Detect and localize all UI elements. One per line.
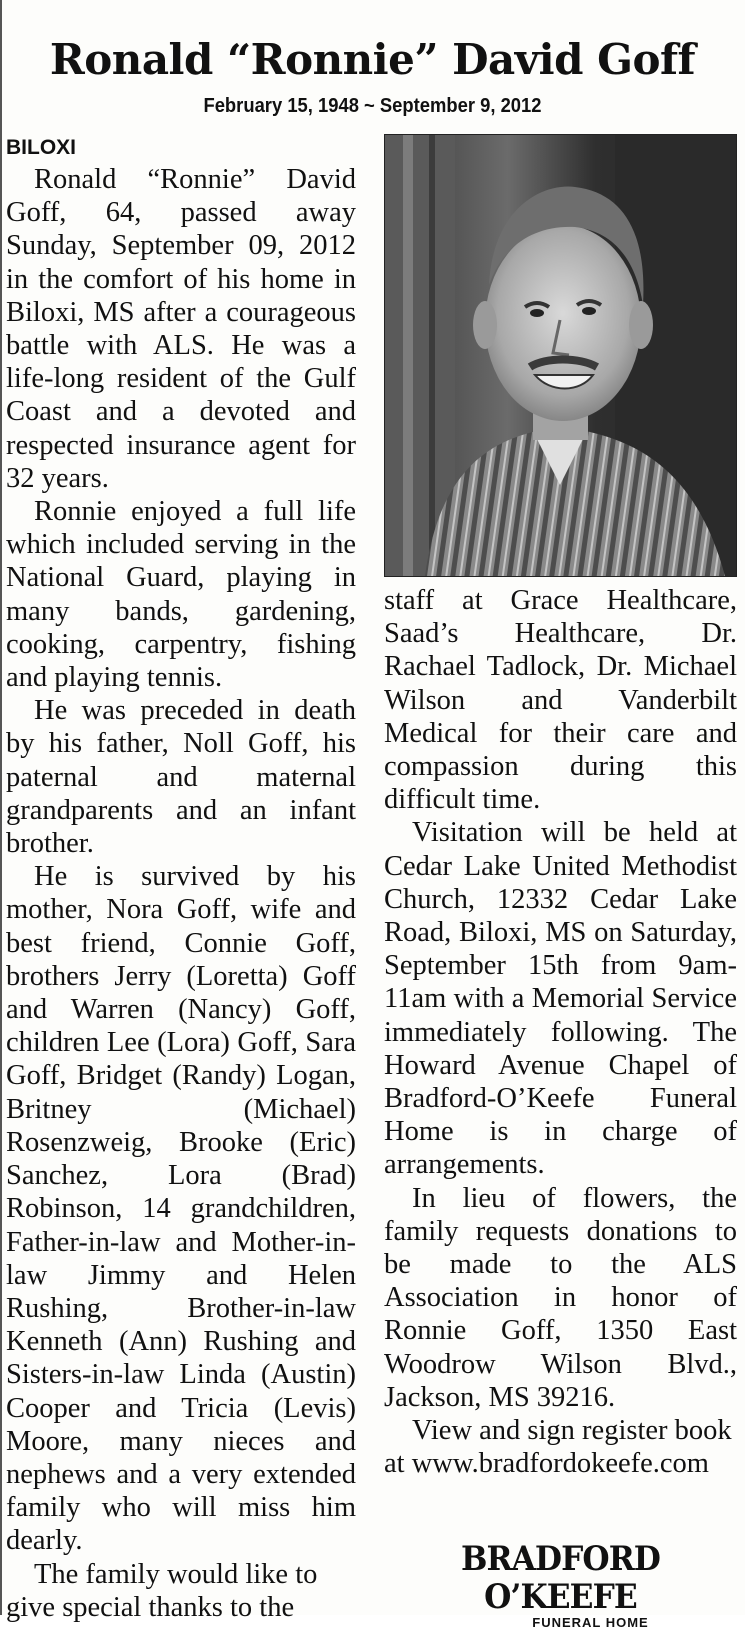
paragraph: Visitation will be held at Cedar Lake United Methodist Church, 12332 Cedar Lake Road, Biloxi, MS on Saturday, September 15th from 9am-11am with a Memorial Service immediately following. The Howard Avenue Chapel of Bradford-O’Keefe Funeral Home is in charge of arrangements. bbox=[384, 817, 737, 1181]
left-column bbox=[6, 163, 356, 1624]
logo-wordmark: BRADFORD O’KEEFE bbox=[460, 1539, 661, 1617]
portrait-photo bbox=[384, 134, 737, 577]
obituary-headline: Ronald “Ronnie” David Goff bbox=[49, 35, 696, 84]
funeral-home-logo bbox=[384, 1540, 737, 1630]
logo-subtitle: FUNERAL HOME bbox=[532, 1615, 649, 1630]
paragraph: Ronnie enjoyed a full life which included serving in the National Guard, playing in many bands, gardening, cooking, carpentry, fishing and playing tennis. bbox=[6, 496, 356, 694]
life-dates: February 15, 1948 ~ September 9, 2012 bbox=[203, 95, 542, 117]
portrait-image bbox=[385, 135, 736, 576]
paragraph: He was preceded in death by his father, Noll Goff, his paternal and maternal grandparents and an infant brother. bbox=[6, 695, 356, 860]
paragraph: Ronald “Ronnie” David Goff, 64, passed away Sunday, September 09, 2012 in the comfort of his home in Biloxi, MS after a courageous battle with ALS. He was a life-long resident of the Gulf Coast and a devoted and respected insurance agent for 32 years. bbox=[6, 164, 356, 494]
paragraph: The family would like to give special thanks to the bbox=[6, 1558, 318, 1623]
column-rule bbox=[0, 0, 2, 1615]
paragraph: View and sign register book at www.bradfordokeefe.com bbox=[384, 1415, 732, 1480]
paragraph: In lieu of flowers, the family requests donations to be made to the ALS Association in honor of Ronnie Goff, 1350 East Woodrow Wilson Blvd., Jackson, MS 39216. bbox=[384, 1182, 737, 1413]
paragraph: He is survived by his mother, Nora Goff, wife and best friend, Connie Goff, brothers Jerry (Loretta) Goff and Warren (Nancy) Goff, children Lee (Lora) Goff, Sara Goff, Bridget (Randy) Logan, Britney (Michael) Rosenzweig, Brooke (Eric) Sanchez, Lora (Brad) Robinson, 14 grandchildren, Father-in-law and Mother-in-law Jimmy and Helen Rushing, Brother-in-law Kenneth (Ann) Rushing and Sisters-in-law Linda (Austin) Cooper and Tricia (Levis) Moore, many nieces and nephews and a very extended family who will miss him dearly. bbox=[6, 861, 356, 1557]
right-column bbox=[384, 584, 737, 1480]
paragraph: staff at Grace Healthcare, Saad’s Healthcare, Dr. Rachael Tadlock, Dr. Michael Wilson and Vanderbilt Medical for their care and compassion during this difficult time. bbox=[384, 585, 737, 816]
dateline: BILOXI bbox=[6, 136, 77, 159]
